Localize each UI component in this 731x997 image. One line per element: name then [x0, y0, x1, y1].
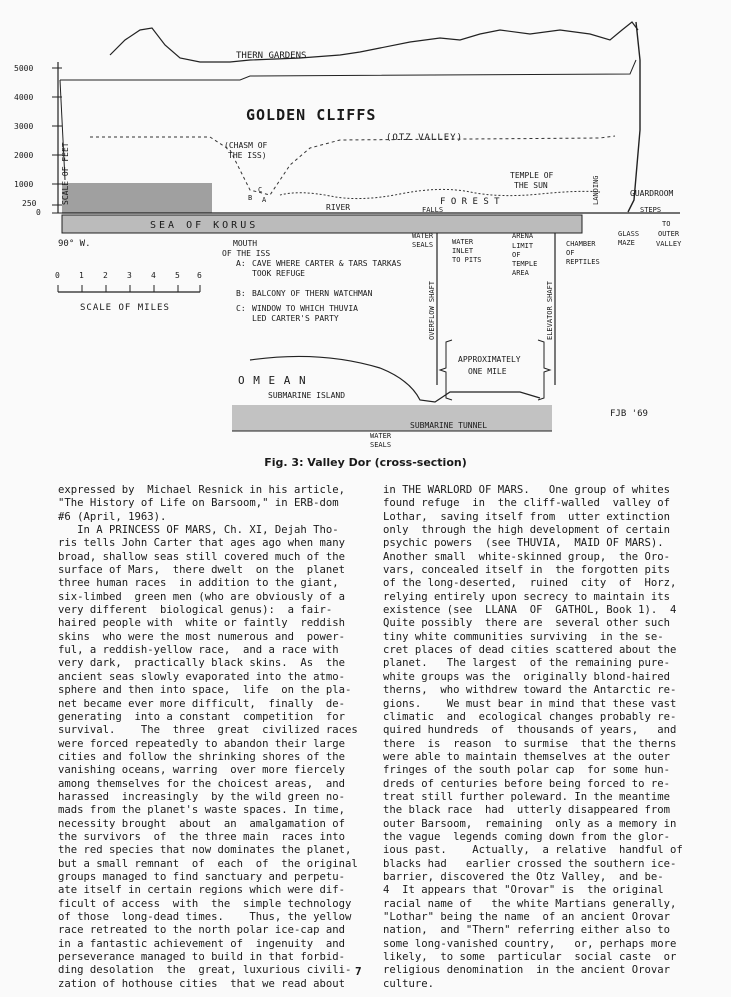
left-column-line: perseverance managed to build in that forbid-: [58, 951, 346, 964]
right-column-line: relying entirely upon secrecy to maintain its: [383, 590, 671, 603]
feet-label-0: 0: [36, 208, 41, 217]
left-column-line: necessity brought about an amalgamation of: [58, 817, 346, 830]
thern-gardens-label: THERN GARDENS: [236, 51, 307, 61]
right-column-line: white groups was the originally blond-haired: [383, 670, 671, 683]
left-column-line: were forced repeatedly to abandon their large: [58, 737, 346, 750]
legend-a-key: A:: [236, 259, 246, 268]
marker-a: A: [262, 196, 267, 204]
temple-label-2: THE SUN: [514, 181, 548, 190]
golden-cliffs-label: GOLDEN CLIFFS: [246, 106, 377, 124]
left-column-line: survival. The three great civilized races: [58, 724, 358, 737]
legend-c-text: WINDOW TO WHICH THUVIA LED CARTER'S PARTY: [252, 304, 358, 323]
right-column-line: fringes of the south polar cap for some hun-: [383, 764, 671, 777]
right-column-line: vars, concealed itself in the forgotten pits: [383, 564, 671, 577]
mountain-range: [110, 22, 638, 62]
left-column-line: #6 (April, 1963).: [58, 510, 167, 523]
right-column-line: therns, who withdrew toward the Antarctic re-: [383, 684, 677, 697]
legend-c-key: C:: [236, 304, 246, 313]
left-column-line: the red species that now dominates the planet,: [58, 844, 352, 857]
left-column-line: very dark, practically black skins. As the: [58, 657, 346, 670]
otz-valley-label: (OTZ VALLEY): [386, 133, 464, 143]
left-column-line: ficult of access with the simple technology: [58, 897, 352, 910]
right-column-line: ious past. Actually, a relative handful of: [383, 844, 683, 857]
steps-label: STEPS: [640, 206, 662, 214]
left-text-column: [58, 484, 380, 991]
miles-label-5: 5: [175, 271, 180, 280]
right-column-line: climatic and ecological changes probably re-: [383, 710, 677, 723]
right-column-line: Another small white-skinned group, the Oro-: [383, 550, 671, 563]
right-column-line: cret places of dead cities scattered about the: [383, 644, 677, 657]
right-column-line: of the long-deserted, ruined city of Horz,: [383, 577, 677, 590]
legend-a-text: CAVE WHERE CARTER & TARS TARKAS TOOK REFUGE: [252, 259, 402, 278]
to-outer-valley-1: TO: [662, 220, 671, 228]
right-column-line: there is reason to surmise that the therns: [383, 737, 677, 750]
feet-label-1000: 1000: [14, 180, 34, 189]
left-column-line: three human races in addition to the giant,: [58, 577, 339, 590]
legend-b-text: BALCONY OF THERN WATCHMAN: [252, 289, 373, 298]
feet-label-250: 250: [22, 199, 37, 208]
left-column-line: ful, a reddish-yellow race, and a race with: [58, 644, 339, 657]
left-column-line: ding desolation the great, luxurious civili-: [58, 964, 352, 977]
right-column-line: Lothar, saving itself from utter extinction: [383, 510, 671, 523]
mouth-label-2: OF THE ISS: [222, 249, 271, 258]
right-column-line: some long-vanished country, or, perhaps more: [383, 937, 677, 950]
left-column-line: among themselves for the choicest areas, and: [58, 777, 346, 790]
left-column-line: six-limbed green men (who are obviously of a: [58, 590, 346, 603]
right-column-line: nation, and "Thern" referring either also to: [383, 924, 671, 937]
glass-maze-label: GLASS MAZE: [618, 230, 640, 247]
right-column-line: racial name of the white Martians generally,: [383, 897, 677, 910]
forest-band: [62, 183, 212, 213]
left-column-line: net became ever more difficult, finally de-: [58, 697, 346, 710]
mouth-label-1: MOUTH: [233, 239, 258, 248]
right-column-line: "Lothar" being the name of an ancient Orovar: [383, 911, 671, 923]
cliff-plateau: [60, 60, 636, 80]
omean-sea: [232, 405, 552, 431]
approx-one-mile-1: APPROXIMATELY: [458, 355, 521, 364]
falls-label: FALLS: [422, 206, 444, 214]
left-column-line: broad, shallow seas still covered much of the: [58, 550, 346, 563]
left-column-line: In A PRINCESS OF MARS, Ch. XI, Dejah Tho-: [58, 524, 339, 537]
right-column-line: outer Barsoom, remaining only as a memory in: [383, 817, 677, 830]
miles-label-6: 6: [197, 271, 202, 280]
left-column-line: skins who were the most numerous and power-: [58, 630, 346, 643]
right-column-line: in THE WARLORD OF MARS. One group of whites: [383, 484, 671, 496]
forest-label: F O R E S T: [440, 197, 500, 207]
right-column-line: only through the high development of certain: [383, 524, 671, 537]
miles-label-2: 2: [103, 271, 108, 280]
approx-bracket-right: [538, 340, 550, 400]
right-column-line: gions. We must bear in mind that these vast: [383, 697, 677, 710]
left-column-line: but a small remnant of each of the original: [58, 857, 358, 870]
to-outer-valley-3: VALLEY: [656, 240, 682, 248]
to-outer-valley-2: OUTER: [658, 230, 680, 238]
landing-label: LANDING: [592, 175, 600, 205]
right-column-line: quired hundreds of thousands of years, and: [383, 724, 677, 737]
omean-label: O M E A N: [238, 374, 307, 387]
right-text-column: [383, 484, 683, 991]
right-column-line: 4 It appears that "Orovar" is the original: [383, 884, 664, 897]
sea-of-korus: [62, 215, 582, 233]
right-column-line: existence (see LLANA OF GATHOL, Book 1). 4: [383, 604, 677, 617]
chamber-reptiles-label: CHAMBER OF REPTILES: [566, 240, 600, 266]
left-column-line: race retreated to the north polar ice-cap and: [58, 924, 346, 937]
water-inlet-label: WATER INLET TO PITS: [452, 238, 482, 264]
left-column-line: groups managed to find sanctuary and perpetu-: [58, 870, 346, 883]
right-column-line: blacks had earlier crossed the southern ice-: [383, 857, 677, 870]
miles-label-4: 4: [151, 271, 156, 280]
submarine-tunnel-label: SUBMARINE TUNNEL: [410, 421, 488, 430]
miles-label-3: 3: [127, 271, 132, 280]
right-column-line: the vague legends coming down from the glor-: [383, 830, 671, 843]
left-column-line: very different biological genus): a fair-: [58, 604, 333, 617]
right-column-line: barrier, discovered the Otz Valley, and be-: [383, 870, 664, 883]
left-column-line: generating into a constant competition for: [58, 710, 346, 723]
feet-label-2000: 2000: [14, 151, 34, 160]
left-column-line: "The History of Life on Barsoom," in ERB-dom: [58, 497, 339, 510]
marker-c: C: [258, 186, 263, 194]
left-column-line: ancient seas slowly evaporated into the atmo-: [58, 670, 346, 683]
page-number: 7: [355, 965, 362, 978]
left-column-line: zation of hothouse cities that we read about: [58, 977, 346, 990]
guardroom-label: GUARDROOM: [630, 189, 674, 198]
right-column-line: the black race had utterly disappeared from: [383, 804, 671, 817]
left-column-line: surface of Mars, there dwelt on the planet: [58, 564, 346, 577]
left-column-line: expressed by Michael Resnick in his article,: [58, 484, 346, 496]
figure-caption: Fig. 3: Valley Dor (cross-section): [264, 456, 467, 469]
left-column-line: sphere and then into space, life on the pla-: [58, 684, 352, 697]
left-column-line: haired people with white or faintly reddish: [58, 617, 346, 630]
left-column-line: vanishing oceans, warring over more fiercely: [58, 764, 346, 777]
left-column-line: ris tells John Carter that ages ago when many: [58, 537, 346, 550]
right-column-line: Quite possibly there are several other such: [383, 617, 671, 630]
right-column-line: religious denomination in the ancient Orovar: [383, 964, 671, 977]
miles-label-1: 1: [79, 271, 84, 280]
approx-bracket: [440, 340, 452, 400]
right-column-line: psychic powers (see THUVIA, MAID OF MARS).: [383, 537, 664, 550]
water-seals-lower-label: WATER SEALS: [370, 432, 392, 449]
submarine-island-label: SUBMARINE ISLAND: [268, 391, 346, 400]
legend-b-key: B:: [236, 289, 246, 298]
right-column-line: treat still further poleward. In the meantime: [383, 790, 671, 803]
right-column-line: likely, to some particular social caste or: [383, 951, 677, 964]
limit-temple-area-label: LIMIT OF TEMPLE AREA: [512, 242, 538, 277]
right-column-line: culture.: [383, 977, 435, 990]
valley-dor-diagram: [0, 0, 731, 450]
right-column-line: dreds of centuries before being forced to re-: [383, 777, 671, 790]
right-column-line: found refuge in the cliff-walled valley of: [383, 497, 671, 510]
feet-label-3000: 3000: [14, 122, 34, 131]
feet-label-4000: 4000: [14, 93, 34, 102]
miles-label-0: 0: [55, 271, 60, 280]
right-column-line: planet. The largest of the remaining pure-: [383, 657, 671, 670]
temple-label-1: TEMPLE OF: [510, 171, 554, 180]
scale-of-feet-label: SCALE OF FEET: [61, 142, 70, 205]
river-label: RIVER: [326, 203, 351, 212]
signature: FJB '69: [610, 409, 648, 419]
marker-b: B: [248, 194, 253, 202]
left-column-line: ate itself in certain regions which were dif-: [58, 884, 346, 897]
scale-of-miles-label: SCALE OF MILES: [80, 303, 170, 313]
approx-one-mile-2: ONE MILE: [468, 367, 507, 376]
right-column-line: were able to maintain themselves at the outer: [383, 750, 671, 763]
water-seals-label: WATER SEALS: [412, 232, 434, 249]
left-column-line: mads from the planet's waste spaces. In time,: [58, 804, 346, 817]
left-column-line: harassed increasingly by the wild green no-: [58, 790, 346, 803]
left-column-line: the survivors of the three main races into: [58, 830, 346, 843]
chasm-label-1: (CHASM OF: [224, 141, 268, 150]
right-column-line: tiny white communities surviving in the se-: [383, 630, 664, 643]
longitude-label: 90° W.: [58, 239, 91, 249]
feet-label-5000: 5000: [14, 64, 34, 73]
arena-label: ARENA: [512, 232, 534, 240]
chasm-label-2: THE ISS): [228, 151, 267, 160]
elevator-shaft-label: ELEVATOR SHAFT: [546, 280, 554, 340]
left-column-line: in a fantastic achievement of ingenuity and: [58, 937, 346, 950]
cliff-right-face: [628, 22, 640, 212]
sea-of-korus-label: SEA OF KORUS: [150, 220, 259, 231]
left-column-line: of those long-dead times. Thus, the yellow: [58, 911, 352, 923]
left-column-line: cities and follow the shrinking shores of the: [58, 750, 346, 763]
overflow-shaft-label: OVERFLOW SHAFT: [428, 280, 436, 340]
